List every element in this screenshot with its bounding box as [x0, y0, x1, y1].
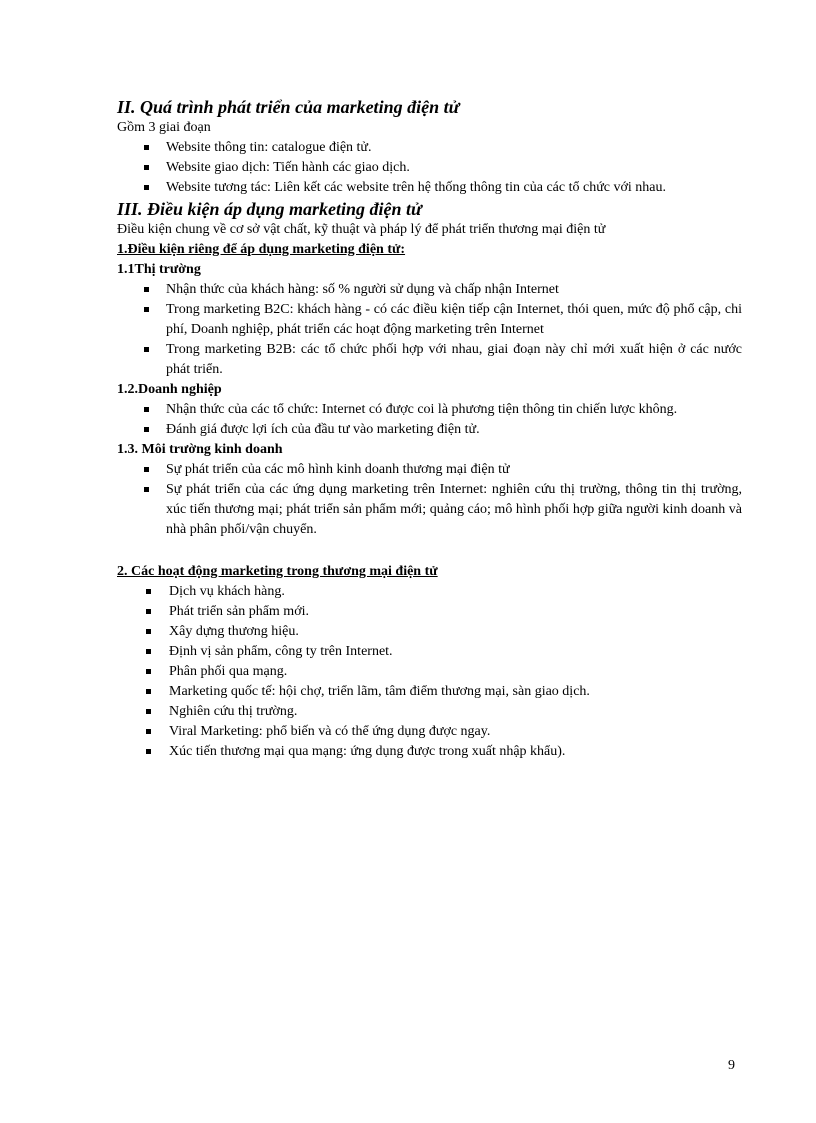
market-list [117, 280, 742, 380]
list-item: Phân phối qua mạng. [169, 662, 742, 682]
list-item: Marketing quốc tế: hội chợ, triển lãm, tâm điểm thương mại, sàn giao dịch. [169, 682, 742, 702]
list-item: Nhận thức của các tổ chức: Internet có được coi là phương tiện thông tin chiến lược không. [166, 400, 742, 420]
list-item: Dịch vụ khách hàng. [169, 582, 742, 602]
section-heading-conditions: III. Điều kiện áp dụng marketing điện tử [117, 199, 422, 219]
document-page [117, 96, 742, 762]
development-intro: Gồm 3 giai đoạn [117, 120, 211, 135]
subheading-marketing-activities: 2. Các hoạt động marketing trong thương mại điện tử [117, 564, 438, 579]
list-item: Sự phát triển của các mô hình kinh doanh thương mại điện tử [166, 460, 742, 480]
list-item: Định vị sản phẩm, công ty trên Internet. [169, 642, 742, 662]
marketing-activities-list [117, 582, 742, 762]
list-item: Nhận thức của khách hàng: số % người sử dụng và chấp nhận Internet [166, 280, 742, 300]
list-item: Đánh giá được lợi ích của đầu tư vào marketing điện tử. [166, 420, 742, 440]
list-item: Xúc tiến thương mại qua mạng: ứng dụng được trong xuất nhập khẩu). [169, 742, 742, 762]
list-item: Nghiên cứu thị trường. [169, 702, 742, 722]
list-item: Trong marketing B2C: khách hàng - có các điều kiện tiếp cận Internet, thói quen, mức độ phổ cập, chi phí, Doanh nghiệp, phát triển các hoạt động marketing trên Internet [166, 300, 742, 340]
subheading-business: 1.2.Doanh nghiệp [117, 382, 222, 397]
development-stages-list [117, 138, 742, 198]
subheading-environment: 1.3. Môi trường kinh doanh [117, 442, 283, 457]
list-item: Website tương tác: Liên kết các website trên hệ thống thông tin của các tổ chức với nhau. [166, 178, 742, 198]
list-item: Trong marketing B2B: các tổ chức phối hợp với nhau, giai đoạn này chỉ mới xuất hiện ở các nước phát triển. [166, 340, 742, 380]
subheading-specific-conditions: 1.Điều kiện riêng để áp dụng marketing điện tử: [117, 242, 406, 257]
business-list [117, 400, 742, 440]
environment-list [117, 460, 742, 540]
list-item: Viral Marketing: phổ biến và có thể ứng dụng được ngay. [169, 722, 742, 742]
subheading-market: 1.1Thị trường [117, 262, 201, 277]
list-item: Xây dựng thương hiệu. [169, 622, 742, 642]
section-heading-development: II. Quá trình phát triển của marketing điện tử [117, 97, 460, 117]
list-item: Website giao dịch: Tiến hành các giao dịch. [166, 158, 742, 178]
spacer [117, 540, 742, 562]
list-item: Phát triển sản phẩm mới. [169, 602, 742, 622]
page-number: 9 [728, 1058, 735, 1073]
list-item: Website thông tin: catalogue điện tử. [166, 138, 742, 158]
conditions-intro: Điều kiện chung về cơ sở vật chất, kỹ thuật và pháp lý để phát triển thương mại điện tử [117, 222, 606, 237]
list-item: Sự phát triển của các ứng dụng marketing trên Internet: nghiên cứu thị trường, thông tin thị trường, xúc tiến thương mại; phát triển sản phẩm mới; quảng cáo; mô hình phối hợp giữa người kinh doanh và nhà phân phối/vận chuyển. [166, 480, 742, 540]
